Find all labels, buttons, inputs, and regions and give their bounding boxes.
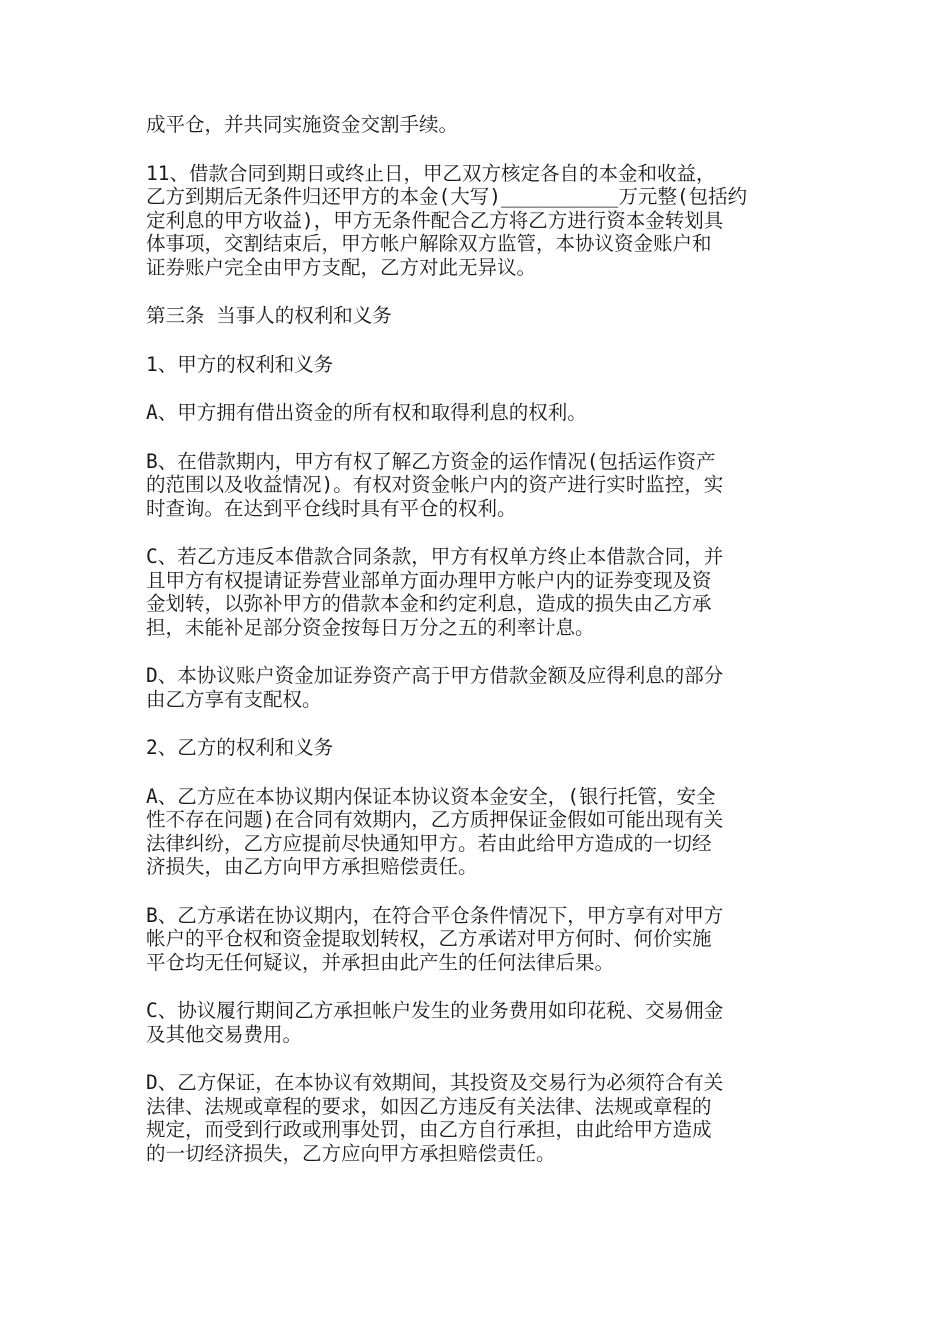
subheading-party-a: 1、甲方的权利和义务 — [146, 352, 334, 376]
paragraph-party-a-item-c: C、若乙方违反本借款合同条款，甲方有权单方终止本借款合同，并 且甲方有权提请证券营业部单方面办理甲方帐户内的证券变现及资 金划转，以弥补甲方的借款本金和约定利息，造成的损失由乙方承 担，未能补足部分资金按每日万分之五的利率计息。 — [146, 545, 724, 639]
paragraph-party-a-item-d: D、本协议账户资金加证券资产高于甲方借款金额及应得利息的部分 由乙方享有支配权。 — [146, 664, 724, 711]
paragraph-party-b-item-c: C、协议履行期间乙方承担帐户发生的业务费用如印花税、交易佣金 及其他交易费用。 — [146, 999, 724, 1046]
document-page — [146, 113, 806, 1190]
paragraph-party-b-item-a: A、乙方应在本协议期内保证本协议资本金安全，(银行托管，安全 性不存在问题)在合同有效期内，乙方质押保证金假如可能出现有关 法律纠纷，乙方应提前尽快通知甲方。若由此给甲方造成的一切经 济损失，由乙方向甲方承担赔偿责任。 — [146, 784, 724, 878]
paragraph-party-a-item-a: A、甲方拥有借出资金的所有权和取得利息的权利。 — [146, 401, 587, 424]
paragraph-party-b-item-d: D、乙方保证，在本协议有效期间，其投资及交易行为必须符合有关 法律、法规或章程的要求，如因乙方违反有关法律、法规或章程的 规定，而受到行政或刑事处罚，由乙方自行承担，由此给甲方造成 的一切经济损失，乙方应向甲方承担赔偿责任。 — [146, 1071, 724, 1165]
paragraph-clause-11: 11、借款合同到期日或终止日，甲乙双方核定各自的本金和收益， 乙方到期后无条件归还甲方的本金(大写)__________万元整(包括约 定利息的甲方收益)，甲方无条件配合乙方将乙方进行资本金转划具 体事项，交割结束后，甲方帐户解除双方监管，本协议资金账户和 证券账户完全由甲方支配，乙方对此无异议。 — [146, 161, 748, 279]
section-heading-article-3: 第三条 当事人的权利和义务 — [146, 304, 392, 327]
paragraph-party-a-item-b: B、在借款期内，甲方有权了解乙方资金的运作情况(包括运作资产 的范围以及收益情况)。有权对资金帐户内的资产进行实时监控，实 时查询。在达到平仓线时具有平仓的权利。 — [146, 449, 724, 520]
paragraph-party-b-item-b: B、乙方承诺在协议期内，在符合平仓条件情况下，甲方享有对甲方 帐户的平仓权和资金提取划转权，乙方承诺对甲方何时、何价实施 平仓均无任何疑议，并承担由此产生的任何法律后果。 — [146, 903, 724, 974]
subheading-party-b: 2、乙方的权利和义务 — [146, 736, 334, 759]
paragraph-continuation: 成平仓，并共同实施资金交割手续。 — [146, 113, 459, 136]
